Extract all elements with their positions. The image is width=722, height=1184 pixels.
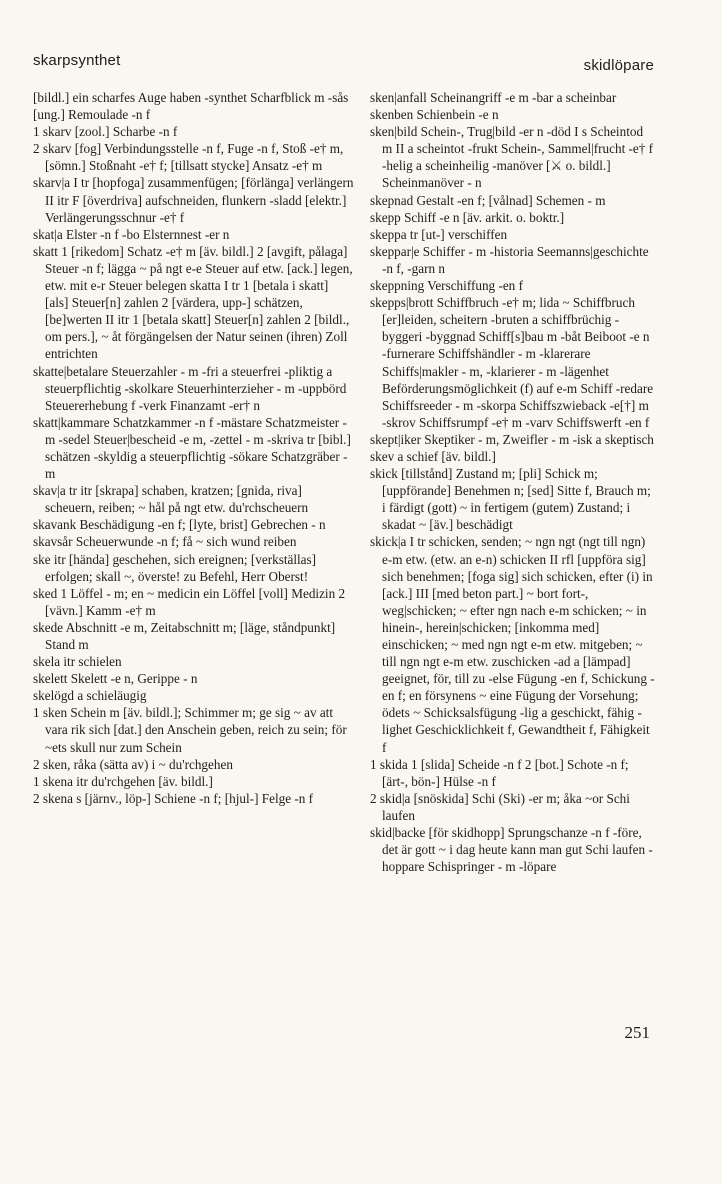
dictionary-entry: skarv|a I tr [hopfoga] zusammenfügen; [förlänga] verlängern II itr F [överdriva] aufschneiden, flunkern -sladd [elektr.] Verlängerungsschnur -e† f bbox=[33, 175, 354, 225]
dictionary-entry: 2 skarv [fog] Verbindungsstelle -n f, Fuge -n f, Stoß -e† m, [sömn.] Stoßnaht -e† f; [tillsatt stycke] Ansatz -e† m bbox=[33, 141, 344, 174]
dictionary-entry: skepps|brott Schiffbruch -e† m; lida ~ Schiffbruch [er]leiden, scheitern -bruten a schiffbrüchig -byggeri -byggnad Schiff[s]bau m -båt Beiboot -e n -furnerare Schiffshändler - m -klarerare Schiffs|makler - m, -klarierer - m -lägenhet Beförderungsmöglichkeit (f) auf e-m Schiff -redare Schiffsreeder - m -skorpa Schiffszwieback -e[†] m -skrov Schiffsrumpf -e† m -varv Schiffswerft -en f bbox=[370, 295, 654, 430]
dictionary-entry: skeppa tr [ut-] verschiffen bbox=[370, 226, 508, 242]
left-column bbox=[33, 89, 355, 807]
dictionary-entry: skelögd a schieläugig bbox=[33, 688, 147, 704]
dictionary-entry: skept|iker Skeptiker - m, Zweifler - m -isk a skeptisch bbox=[370, 431, 654, 447]
dictionary-entry: 1 skida 1 [slida] Scheide -n f 2 [bot.] Schote -n f; [ärt-, bön-] Hülse -n f bbox=[370, 756, 629, 789]
dictionary-entry: sken|anfall Scheinangriff -e m -bar a scheinbar bbox=[370, 90, 617, 105]
right-column bbox=[370, 89, 656, 875]
dictionary-entry: 2 skena s [järnv., löp-] Schiene -n f; [hjul-] Felge -n f bbox=[33, 790, 314, 806]
dictionary-entry: skeppning Verschiffung -en f bbox=[370, 278, 523, 294]
dictionary-entry: skav|a tr itr [skrapa] schaben, kratzen; [gnida, riva] scheuern, reiben; ~ hål på ngt etw. du'rchscheuern bbox=[33, 483, 309, 516]
dictionary-entry: skatt 1 [rikedom] Schatz -e† m [äv. bildl.] 2 [avgift, pålaga] Steuer -n f; lägga ~ på ngt e-e Steuer auf etw. [ack.] legen, etw. mit e-r Steuer belegen skatta I tr 1 [betala i skatt] [als] Steuer[n] zahlen 2 [värdera, upp-] schätzen, [be]werten II itr 1 [betala skatt] Steuer[n] zahlen 2 [bildl., om pers.], ~ åt förgängelsen der Natur seinen (ihren) Zoll entrichten bbox=[33, 243, 353, 362]
dictionary-entry: 1 sken Schein m [äv. bildl.]; Schimmer m; ge sig ~ av att vara rik sich [dat.] den Anschein geben, reich zu sein; för ~ets skull nur zum Schein bbox=[33, 705, 347, 755]
dictionary-entry: skepp Schiff -e n [äv. arkit. o. boktr.] bbox=[370, 209, 565, 225]
dictionary-entry: sked 1 Löffel - m; en ~ medicin ein Löffel [voll] Medizin 2 [vävn.] Kamm -e† m bbox=[33, 585, 346, 618]
dictionary-entry: 2 sken, råka (sätta av) i ~ du'rchgehen bbox=[33, 756, 233, 772]
dictionary-entry: [bildl.] ein scharfes Auge haben -synthet Scharfblick m -sås [ung.] Remoulade -n f bbox=[33, 90, 349, 123]
dictionary-entry: skelett Skelett -e n, Gerippe - n bbox=[33, 671, 198, 687]
dictionary-entry: skick [tillstånd] Zustand m; [pli] Schick m; [uppförande] Benehmen n; [sed] Sitte f, Brauch m; i färdigt (gott) ~ in fertigem (gutem) Zustand; i skadat ~ [äv.] beschädigt bbox=[370, 466, 651, 533]
dictionary-entry: 2 skid|a [snöskida] Schi (Ski) -er m; åka ~or Schi laufen bbox=[370, 790, 630, 823]
dictionary-entry: 1 skena itr du'rchgehen [äv. bildl.] bbox=[33, 773, 213, 789]
dictionary-entry: skavsår Scheuerwunde -n f; få ~ sich wund reiben bbox=[33, 534, 297, 550]
dictionary-entry: skede Abschnitt -e m, Zeitabschnitt m; [läge, ståndpunkt] Stand m bbox=[33, 619, 336, 652]
dictionary-entry: sken|bild Schein-, Trug|bild -er n -död I s Scheintod m II a scheintot -frukt Schein-, Sammel|frucht -e† f -helig a scheinheilig -manöver [⚔ o. bildl.] Scheinmanöver - n bbox=[370, 124, 654, 191]
dictionary-entry: skid|backe [för skidhopp] Sprungschanze -n f -före, det är gott ~ i dag heute kann man gut Schi laufen -hoppare Schispringer - m -löpare bbox=[370, 825, 653, 875]
dictionary-entry: skavank Beschädigung -en f; [lyte, brist] Gebrechen - n bbox=[33, 517, 326, 533]
dictionary-entry: skatte|betalare Steuerzahler - m -fri a steuerfrei -pliktig a steuerpflichtig -skolkare Steuerhinterzieher - m -uppbörd Steuererhebung f -verk Finanzamt -er† n bbox=[33, 363, 347, 413]
dictionary-entry: skela itr schielen bbox=[33, 654, 122, 670]
dictionary-entry: skick|a I tr schicken, senden; ~ ngn ngt (ngt till ngn) e-m etw. (etw. an e-n) schicken II rfl [uppföra sig] sich benehmen; [foga sig] sich schicken, efter (i) in [ack.] III [med beton part.] ~ bort fort-, weg|schicken; ~ efter ngn nach e-m schicken; ~ in hinein-, herein|schicken; [inkomma med] einschicken; ~ med ngn ngt e-m etw. mitgeben; ~ till ngn ngt e-m etw. zuschicken -ad a [lämpad] geeignet, för, till zu -else Fügung -en f, Schickung -en f; en försynens ~ eine Fügung der Vorsehung; ödets ~ Schicksalsfügung -lig a geschickt, fähig -lighet Geschicklichkeit f, Gewandtheit f, Fähigkeit f bbox=[370, 534, 655, 755]
dictionary-entry: skev a schief [äv. bildl.] bbox=[370, 448, 496, 464]
dictionary-entry: ske itr [hända] geschehen, sich ereignen; [verkställas] erfolgen; skall ~, överste! zu Befehl, Herr Oberst! bbox=[33, 551, 317, 584]
dictionary-entry: skepnad Gestalt -en f; [vålnad] Schemen - m bbox=[370, 192, 606, 208]
dictionary-entry: skat|a Elster -n f -bo Elsternnest -er n bbox=[33, 226, 230, 242]
dictionary-entry: 1 skarv [zool.] Scharbe -n f bbox=[33, 124, 178, 140]
page-number: 251 bbox=[624, 1023, 650, 1042]
running-head-left: skarpsynthet bbox=[33, 52, 121, 69]
dictionary-entry: skenben Schienbein -e n bbox=[370, 107, 499, 123]
dictionary-entry: skeppar|e Schiffer - m -historia Seemanns|geschichte -n f, -garn n bbox=[370, 243, 649, 276]
dictionary-entry: skatt|kammare Schatzkammer -n f -mästare Schatzmeister - m -sedel Steuer|bescheid -e m, -zettel - m -skriva tr [bibl.] schätzen -skyldig a steuerpflichtig -sökare Schatzgräber - m bbox=[33, 414, 351, 482]
running-head-right: skidlöpare bbox=[583, 57, 654, 74]
